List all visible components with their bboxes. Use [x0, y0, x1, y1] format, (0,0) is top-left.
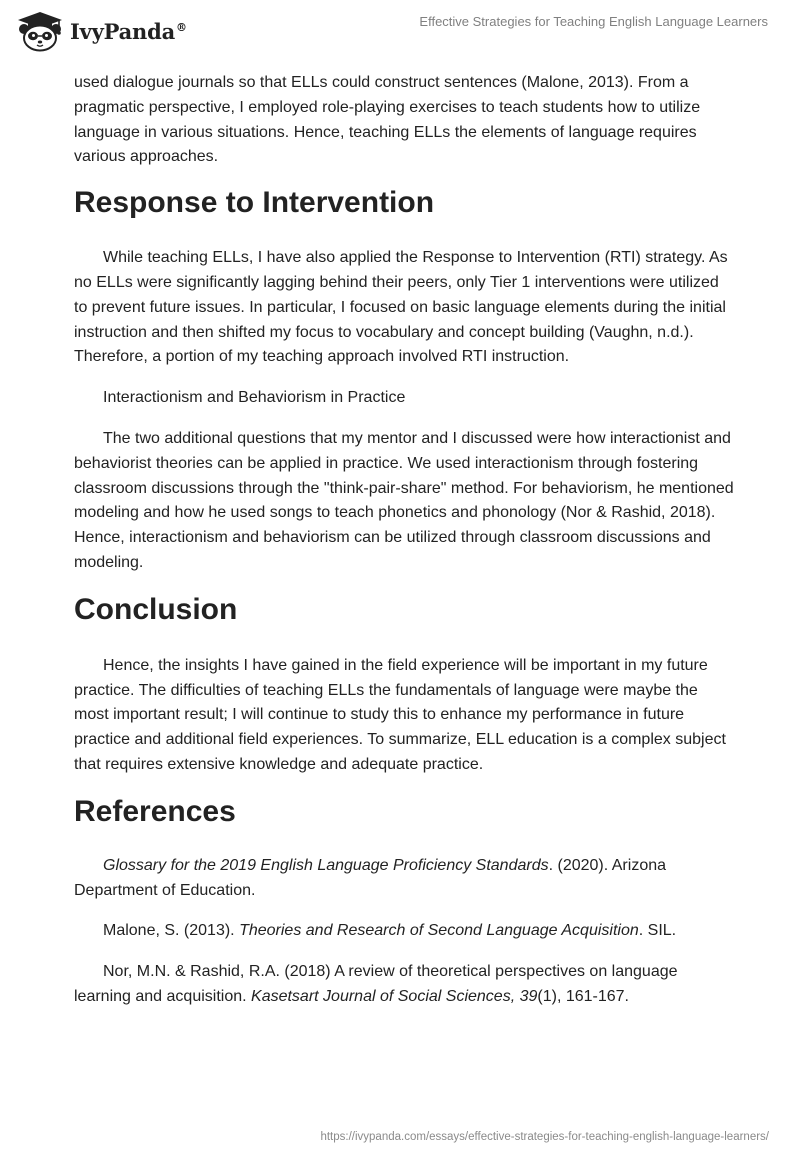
- logo-wordmark: IvyPanda®: [70, 18, 187, 44]
- page-header: [0, 0, 800, 62]
- essay-content: [74, 71, 734, 1026]
- ivypanda-logo[interactable]: [16, 10, 187, 52]
- conclusion-paragraph: Hence, the insights I have gained in the field experience will be important in my future practice. The difficulties of teaching ELLs the fundamentals of language were maybe the most important result; I will continue to study this to enhance my performance in future practice and additional field experiences. To summarize, ELL education is a complex subject that requires extensive knowledge and adequate practice.: [74, 656, 726, 773]
- interactionism-paragraph: The two additional questions that my mentor and I discussed were how interactionist and behaviorist theories can be applied in practice. We used interactionism through fostering classroom discussions through the "think-pair-share" method. For behaviorism, he mentioned modeling and how he used songs to teach phonetics and phonology (Nor & Rashid, 2018). Hence, interactionism and behaviorism can be utilized through classroom discussions and modeling.: [74, 429, 734, 571]
- conclusion-heading: Conclusion: [74, 592, 238, 626]
- rti-heading: Response to Intervention: [74, 186, 435, 220]
- reference-item: Glossary for the 2019 English Language Proficiency Standards. (2020). Arizona Department of Education.: [74, 856, 667, 899]
- document-title: Effective Strategies for Teaching English Language Learners: [419, 14, 768, 29]
- interactionism-subheading: Interactionism and Behaviorism in Practice: [103, 389, 406, 407]
- reference-item: Nor, M.N. & Rashid, R.A. (2018) A review of theoretical perspectives on language learning and acquisition. Kasetsart Journal of Social Sciences, 39(1), 161-167.: [74, 963, 678, 1005]
- footer-url-link[interactable]: https://ivypanda.com/essays/effective-strategies-for-teaching-english-language-learners/: [320, 1131, 769, 1143]
- references-heading: References: [74, 794, 236, 828]
- intro-paragraph: used dialogue journals so that ELLs could construct sentences (Malone, 2013). From a pragmatic perspective, I employed role-playing exercises to teach students how to utilize language in various situations. Hence, teaching ELLs the elements of language requires various approaches.: [74, 74, 701, 166]
- panda-graduate-icon: [16, 10, 64, 52]
- reference-item: Malone, S. (2013). Theories and Research of Second Language Acquisition. SIL.: [103, 922, 677, 940]
- rti-paragraph: While teaching ELLs, I have also applied the Response to Intervention (RTI) strategy. As no ELLs were significantly lagging behind their peers, only Tier 1 interventions were utilized to prevent future issues. In particular, I focused on basic language elements during the initial instruction and then shifted my focus to vocabulary and concept building (Vaughn, n.d.). Therefore, a portion of my teaching approach involved RTI instruction.: [74, 249, 728, 366]
